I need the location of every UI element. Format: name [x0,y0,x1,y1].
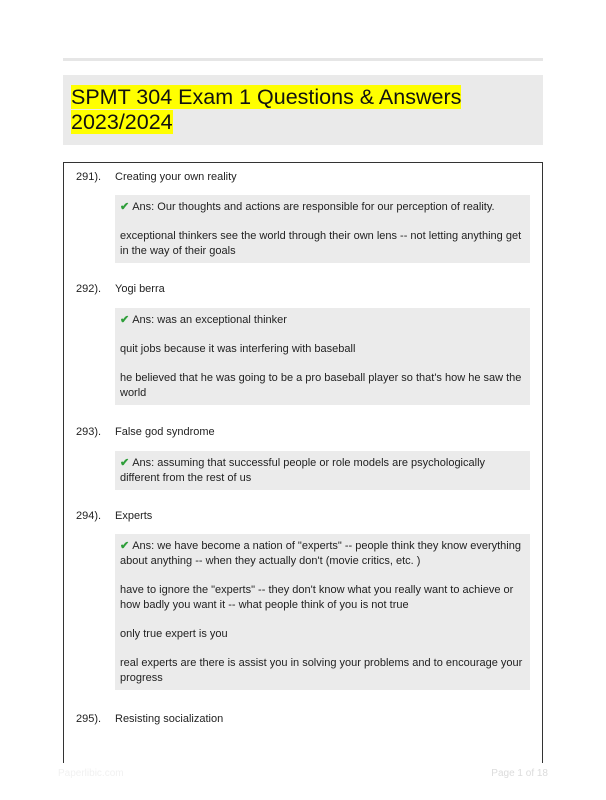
answer-lead: ✔ Ans: was an exceptional thinker [120,314,287,326]
answer-detail: he believed that he was going to be a pro baseball player so that's how he saw the world [120,372,522,399]
answer-detail: real experts are there is assist you in solving your problems and to encourage your progress [120,657,523,684]
answer-lead: ✔ Ans: we have become a nation of "experts" -- people think they know everything about anything -- when they actually don't (movie critics, etc. ) [120,540,521,567]
question-text: Resisting socialization [115,713,224,725]
check-icon: ✔ [120,540,130,552]
question-text: Yogi berra [115,283,165,295]
question-number: 293). [76,426,102,438]
answer-block [115,195,530,263]
question-text: False god syndrome [115,426,215,438]
check-icon: ✔ [120,314,130,326]
footer-watermark: Paperlibic.com [58,768,124,779]
answer-detail: quit jobs because it was interfering with baseball [120,343,356,355]
check-icon: ✔ [120,201,130,213]
page-indicator: Page 1 of 18 [491,768,548,779]
question-number: 295). [76,713,102,725]
check-icon: ✔ [120,457,130,469]
question-number: 292). [76,283,102,295]
question-number: 291). [76,171,102,183]
answer-block [115,451,530,490]
question-text: Experts [115,510,153,522]
qa-container [63,162,543,763]
question-text: Creating your own reality [115,171,237,183]
question-number: 294). [76,510,102,522]
top-divider [63,58,543,61]
answer-detail: only true expert is you [120,628,228,640]
page-title: SPMT 304 Exam 1 Questions & Answers 2023/2024 [71,85,462,134]
answer-block [115,308,530,405]
answer-detail: exceptional thinkers see the world through their own lens -- not letting anything get in the way of their goals [120,230,522,257]
answer-detail: have to ignore the "experts" -- they don't know what you really want to achieve or how badly you want it -- what people think of you is not true [120,584,514,611]
answer-block [115,534,530,690]
title-banner [63,75,543,145]
answer-lead: ✔ Ans: assuming that successful people or role models are psychologically different from the rest of us [120,457,486,484]
answer-lead: ✔ Ans: Our thoughts and actions are responsible for our perception of reality. [120,201,495,213]
